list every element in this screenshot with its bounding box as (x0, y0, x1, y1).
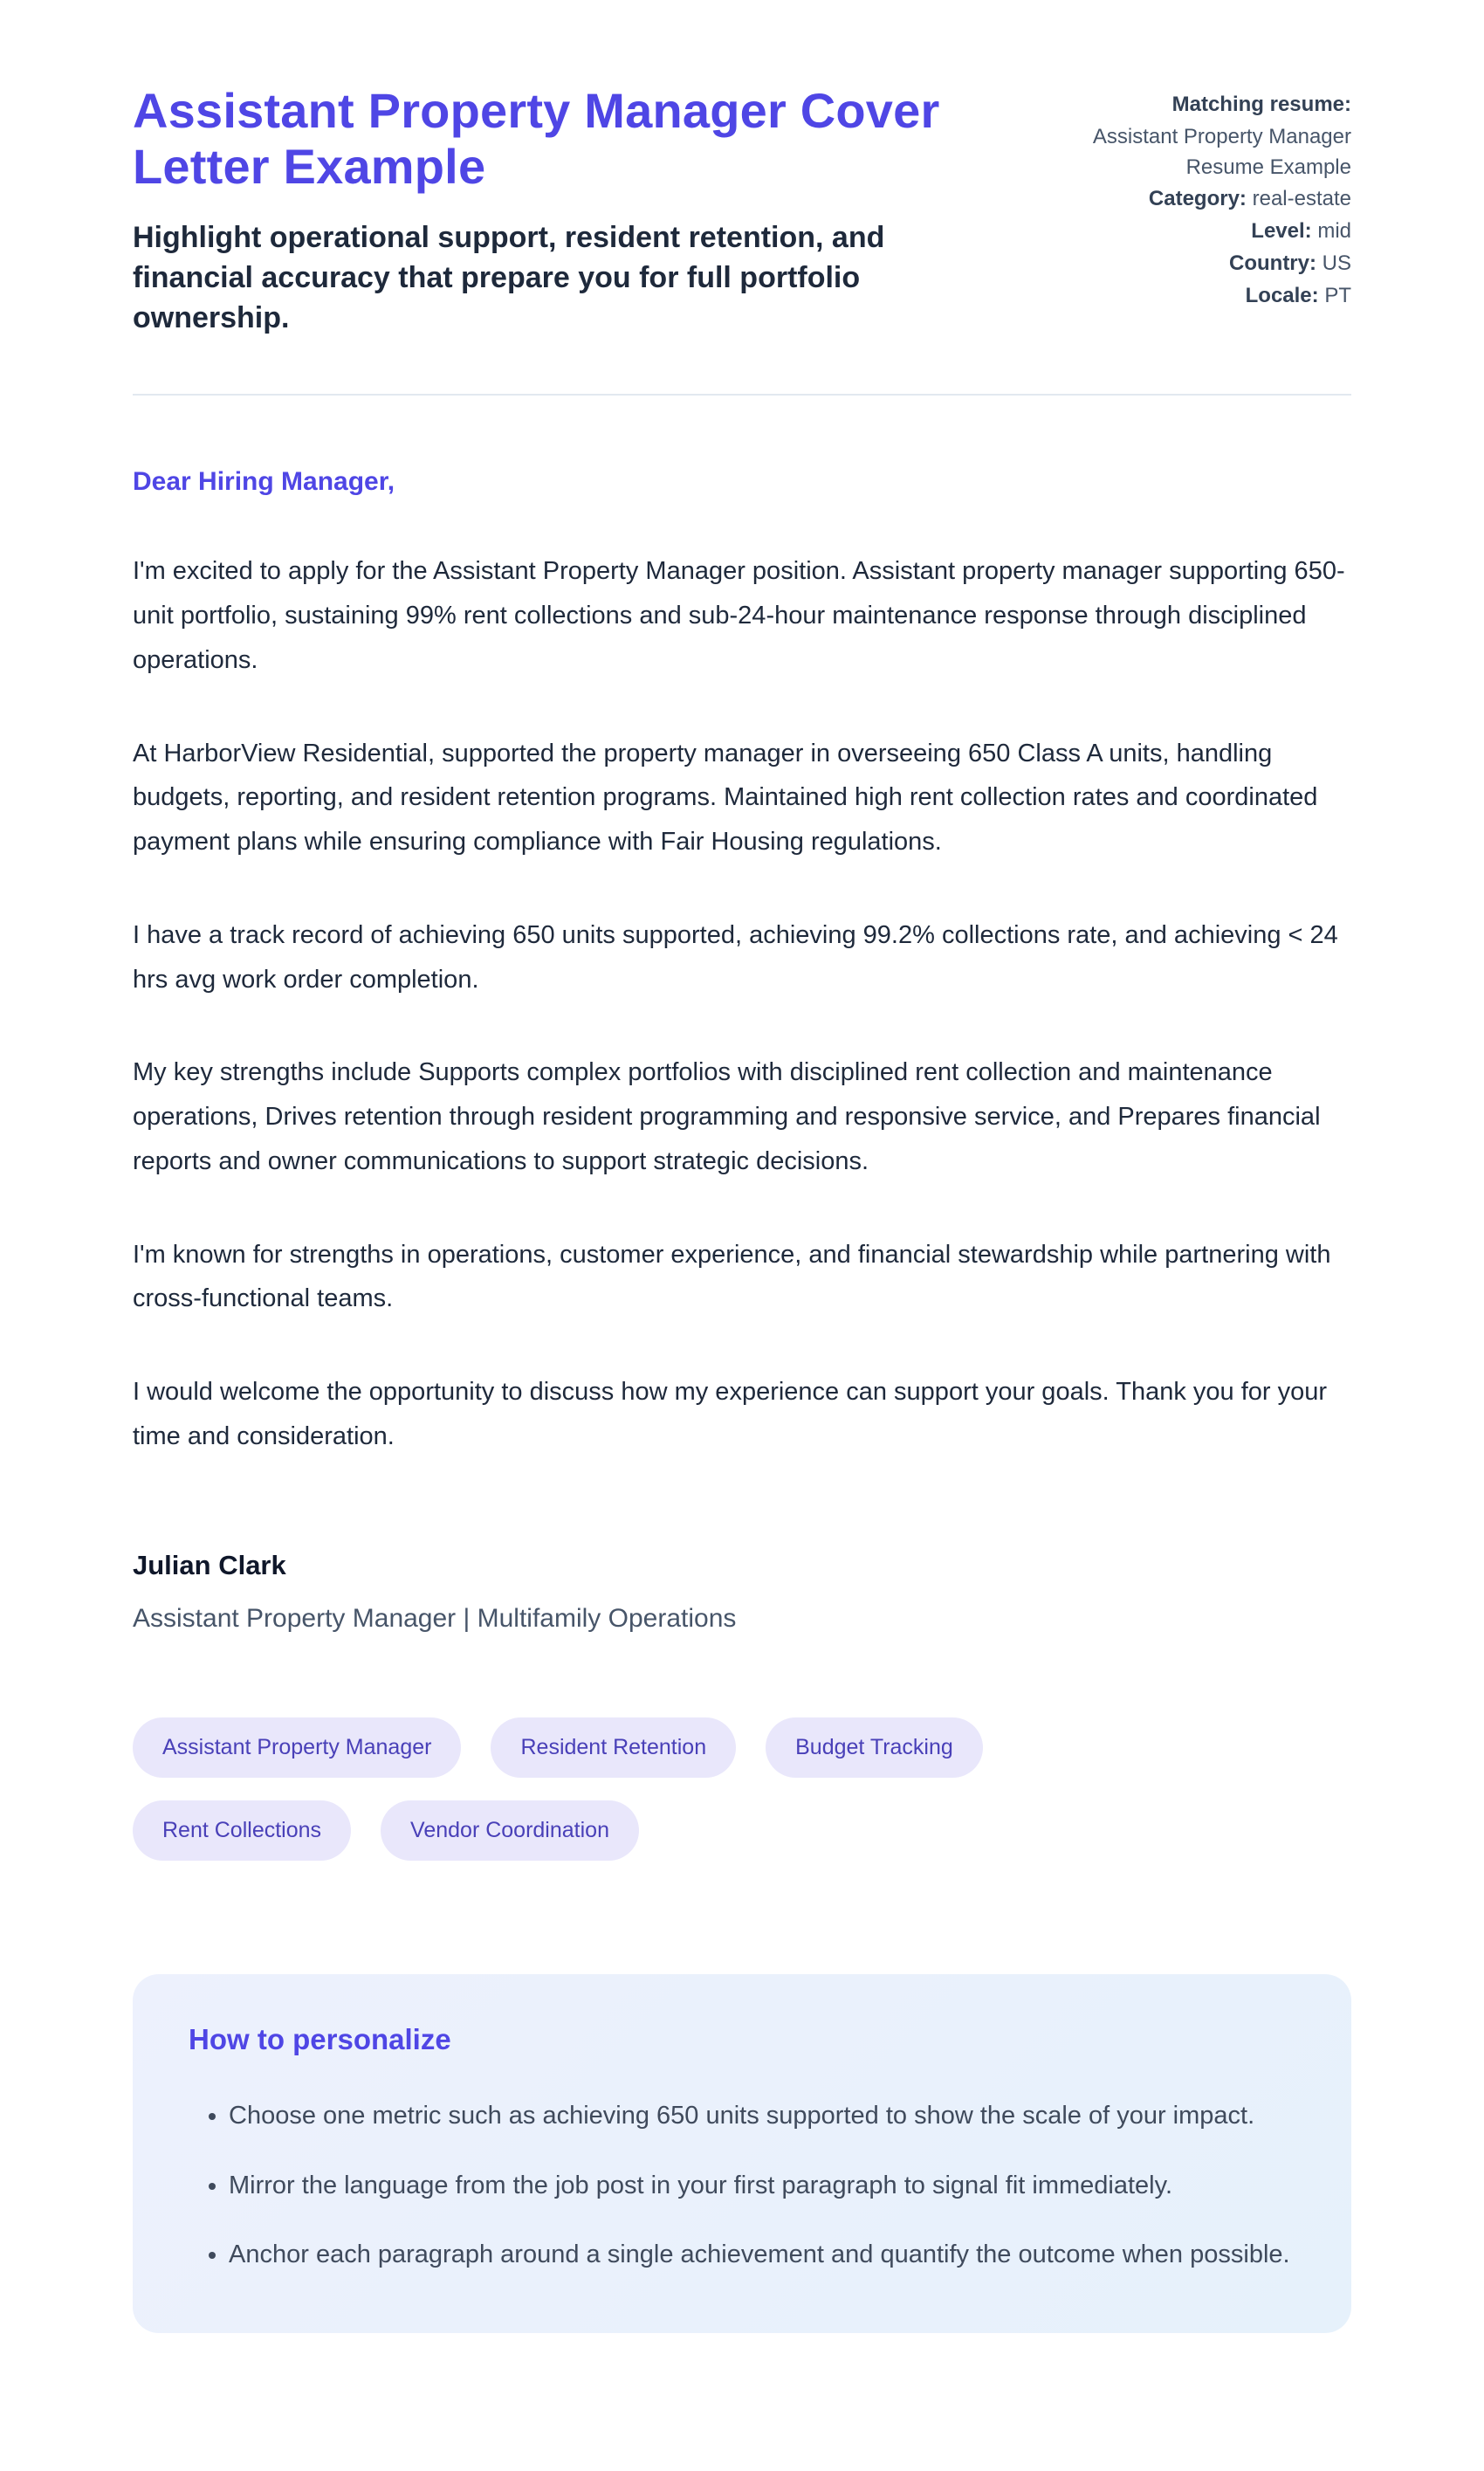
personalize-title: How to personalize (189, 2022, 451, 2055)
meta-category-value: real-estate (1252, 187, 1351, 211)
meta-country-label: Country: (1229, 251, 1316, 275)
tag-vendor-coordination[interactable]: Vendor Coordination (381, 1800, 639, 1861)
letter-paragraph: I have a track record of achieving 650 units supported, achieving 99.2% collections rate, and achieving < 24 hrs avg work order completion. (133, 920, 1338, 994)
letter-paragraph: I would welcome the opportunity to discuss how my experience can support your goals. Thank you for your time and consideration. (133, 1378, 1328, 1450)
header-title-block (133, 83, 971, 338)
meta-level (1055, 217, 1351, 247)
page-subtitle: Highlight operational support, resident retention, and financial accuracy that prepare you for full portfolio ownership. (133, 220, 885, 334)
letter-paragraph: My key strengths include Supports complex portfolios with disciplined rent collection and maintenance operations, Drives retention through resident programming and responsive service, and Prepares financial reports and owner communications to support strategic decisions. (133, 1058, 1321, 1175)
tag-assistant-property-manager[interactable]: Assistant Property Manager (133, 1717, 461, 1778)
meta-locale (1055, 281, 1351, 312)
meta-country (1055, 249, 1351, 279)
signature-name: Julian Clark (133, 1549, 286, 1580)
tag-list (133, 1717, 1224, 1861)
letter-paragraph: At HarborView Residential, supported the property manager in overseeing 650 Class A units, handling budgets, reporting, and resident retention programs. Maintained high rent collection rates and coordinated payment plans while ensuring compliance with Fair Housing regulations. (133, 739, 1318, 857)
meta-level-label: Level: (1251, 219, 1312, 244)
tag-rent-collections[interactable]: Rent Collections (133, 1800, 351, 1861)
letter-body (133, 467, 1351, 1633)
header-meta (1055, 83, 1351, 313)
personalize-list (189, 2095, 1295, 2278)
meta-locale-value: PT (1324, 283, 1351, 307)
meta-category (1055, 184, 1351, 215)
meta-matching-label-text: Matching resume: (1171, 93, 1351, 116)
tag-resident-retention[interactable]: Resident Retention (491, 1717, 736, 1778)
page-title: Assistant Property Manager Cover Letter Example (133, 83, 940, 195)
meta-matching-label (1055, 90, 1351, 120)
meta-locale-label: Locale: (1245, 283, 1319, 307)
personalize-box (133, 1974, 1351, 2334)
signature-title: Assistant Property Manager | Multifamily Operations (133, 1603, 737, 1633)
personalize-bullet: • Anchor each paragraph around a single achievement and quantify the outcome when possible. (229, 2234, 1295, 2277)
personalize-bullet: • Choose one metric such as achieving 650 units supported to show the scale of your impact. (229, 2095, 1295, 2138)
personalize-bullet: • Mirror the language from the job post in your first paragraph to signal fit immediately. (229, 2165, 1295, 2208)
meta-country-value: US (1322, 251, 1351, 275)
letter-paragraph: I'm known for strengths in operations, customer experience, and financial stewardship while partnering with cross-functional teams. (133, 1240, 1331, 1313)
meta-level-value: mid (1317, 219, 1351, 244)
header-divider (133, 394, 1351, 396)
page-header (133, 83, 1351, 338)
letter-paragraph: I'm excited to apply for the Assistant Property Manager position. Assistant property manager supporting 650-unit portfolio, sustaining 99% rent collections and sub-24-hour maintenance response through disciplined operations. (133, 557, 1345, 674)
tag-budget-tracking[interactable]: Budget Tracking (766, 1717, 983, 1778)
meta-matching-value: Assistant Property Manager Resume Example (1092, 124, 1351, 179)
meta-category-label: Category: (1148, 187, 1247, 211)
salutation: Dear Hiring Manager, (133, 467, 395, 497)
